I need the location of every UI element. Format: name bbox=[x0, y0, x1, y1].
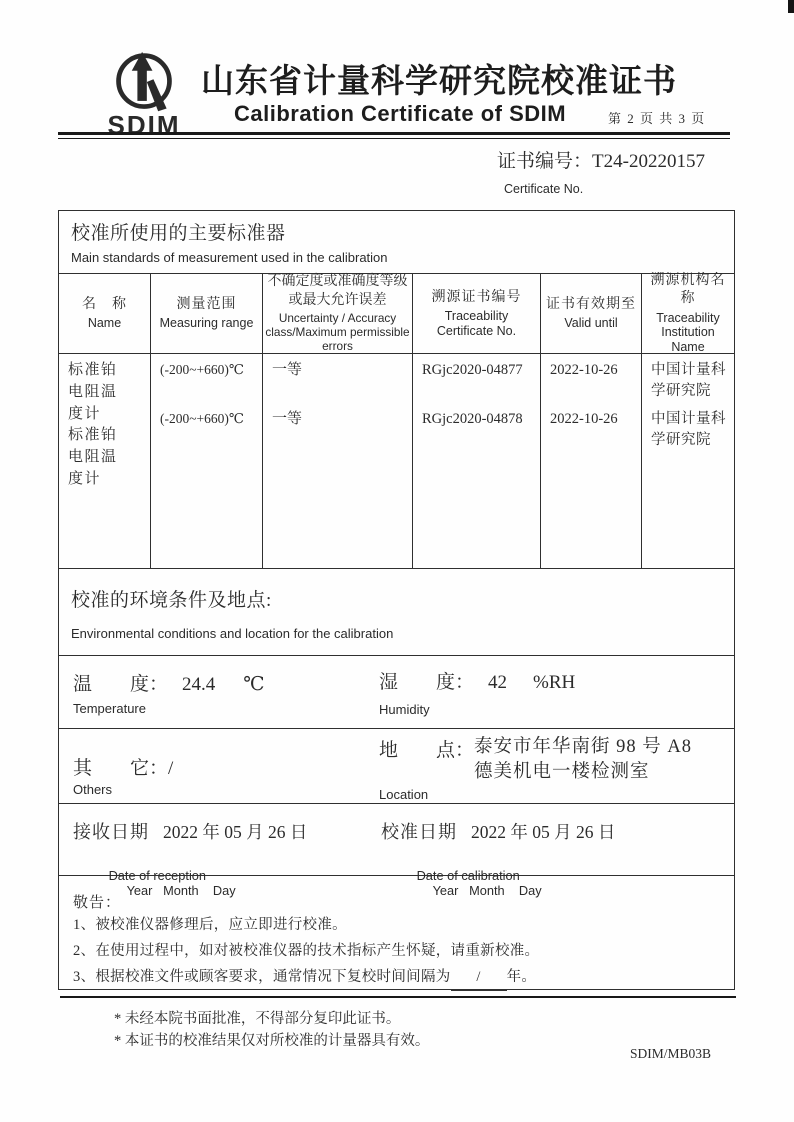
standards-heading-en: Main standards of measurement used in the calibration bbox=[71, 250, 388, 265]
column-header-institution bbox=[642, 274, 734, 354]
standards-table bbox=[59, 273, 734, 569]
notice-item-3-blank: / bbox=[451, 964, 507, 991]
humidity-label-cn: 湿 度： bbox=[379, 672, 475, 693]
row-2-accuracy: 一等 bbox=[272, 411, 303, 427]
others-field bbox=[73, 753, 173, 780]
notice-section bbox=[59, 876, 734, 991]
environment-heading-cn: 校准的环境条件及地点: bbox=[71, 590, 272, 611]
column-header-cert-no-en: Traceability Certificate No. bbox=[436, 308, 517, 338]
column-header-name bbox=[59, 274, 151, 354]
column-header-name-cn: 名 称 bbox=[82, 297, 127, 313]
others-label-en: Others bbox=[73, 782, 113, 797]
temperature-humidity-row bbox=[59, 656, 734, 729]
page-number: 第 2 页 共 3 页 bbox=[608, 111, 706, 126]
table-column-valid-until bbox=[541, 354, 642, 568]
column-header-institution-cn: 溯源机构名称 bbox=[650, 273, 726, 307]
notice-item-2: 2、在使用过程中，如对被校准仪器的技术指标产生怀疑，请重新校准。 bbox=[73, 943, 540, 959]
table-column-name bbox=[59, 354, 151, 568]
column-header-valid-until-cn: 证书有效期至 bbox=[546, 297, 636, 313]
footer-divider bbox=[60, 996, 736, 998]
reception-date-sub: Year Month Day bbox=[126, 883, 236, 898]
column-header-cert-no bbox=[413, 274, 541, 354]
footnote-1: * 未经本院书面批准，不得部分复印此证书。 bbox=[114, 1011, 401, 1027]
row-2-cert-no: RGjc2020-04878 bbox=[422, 411, 523, 427]
certificate-number-value: T24-20220157 bbox=[592, 151, 705, 172]
row-1-accuracy: 一等 bbox=[272, 362, 303, 378]
table-column-institution bbox=[642, 354, 734, 568]
calibration-date-sub: Year Month Day bbox=[432, 883, 542, 898]
form-code: SDIM/MB03B bbox=[630, 1046, 712, 1061]
standards-heading bbox=[71, 218, 388, 265]
certificate-number bbox=[497, 146, 705, 173]
humidity-value: 42 bbox=[488, 672, 508, 693]
certificate-body bbox=[58, 210, 735, 990]
standards-heading-cn: 校准所使用的主要标准器 bbox=[71, 223, 286, 244]
notice-item-1: 1、被校准仪器修理后，应立即进行校准。 bbox=[73, 917, 347, 933]
column-header-uncertainty bbox=[263, 274, 413, 354]
calibration-date-label-cn: 校准日期 bbox=[381, 822, 457, 842]
calibration-date-label-en: Date of calibration bbox=[416, 868, 520, 883]
table-column-accuracy bbox=[263, 354, 413, 568]
others-location-row bbox=[59, 729, 734, 804]
reception-date-label-cn: 接收日期 bbox=[73, 822, 149, 842]
column-header-name-en: Name bbox=[87, 316, 122, 331]
table-column-range bbox=[151, 354, 263, 568]
column-header-uncertainty-en: Uncertainty / Accuracy class/Maximum permissible errors bbox=[265, 310, 410, 353]
certificate-number-label-en: Certificate No. bbox=[504, 182, 584, 196]
column-header-uncertainty-cn: 不确定度或准确度等级或最大允许误差 bbox=[267, 274, 408, 308]
dates-row bbox=[59, 804, 734, 898]
humidity-label-en: Humidity bbox=[379, 702, 430, 717]
column-header-cert-no-cn: 溯源证书编号 bbox=[431, 289, 522, 305]
column-header-range bbox=[151, 274, 263, 354]
row-2-institution: 中国计量科学研究院 bbox=[651, 411, 726, 449]
scan-artifact bbox=[788, 0, 794, 13]
notice-item-3-text: 3、根据校准文件或顾客要求，通常情况下复校时间间隔为 bbox=[73, 969, 451, 985]
notice-title: 敬告： bbox=[73, 895, 122, 911]
column-header-valid-until bbox=[541, 274, 642, 354]
footnote-2: * 本证书的校准结果仅对所校准的计量器具有效。 bbox=[114, 1033, 430, 1049]
row-1-institution: 中国计量科学研究院 bbox=[651, 362, 726, 400]
humidity-field bbox=[379, 667, 575, 694]
row-1-name: 标准铂电阻温度计 bbox=[68, 362, 118, 422]
header-divider bbox=[58, 132, 730, 139]
sdim-logo bbox=[96, 50, 192, 141]
row-2-name: 标准铂电阻温度计 bbox=[68, 427, 118, 487]
row-2-valid-until: 2022-10-26 bbox=[550, 411, 618, 427]
row-1-cert-no: RGjc2020-04877 bbox=[422, 362, 523, 378]
table-column-cert-no bbox=[413, 354, 541, 568]
location-label-en: Location bbox=[379, 787, 429, 802]
column-header-range-en: Measuring range bbox=[159, 316, 254, 331]
logo-text: SDIM bbox=[107, 110, 181, 140]
others-value: / bbox=[168, 758, 174, 779]
temperature-unit: ℃ bbox=[243, 674, 265, 695]
sdim-logo-icon bbox=[111, 50, 177, 116]
temperature-label-cn: 温 度： bbox=[73, 674, 169, 695]
temperature-label-en: Temperature bbox=[73, 701, 146, 716]
page-title-en: Calibration Certificate of SDIM bbox=[234, 101, 567, 126]
temperature-value: 24.4 bbox=[182, 674, 216, 695]
environment-heading-row bbox=[59, 569, 734, 656]
row-1-valid-until: 2022-10-26 bbox=[550, 362, 618, 378]
reception-date-value: 2022 年 05 月 26 日 bbox=[163, 822, 308, 842]
column-header-institution-en: Traceability Institution Name bbox=[656, 310, 720, 355]
row-1-range: (-200~+660)℃ bbox=[160, 362, 245, 377]
environment-heading-en: Environmental conditions and location for the calibration bbox=[71, 626, 394, 641]
temperature-field bbox=[73, 669, 265, 696]
row-2-range: (-200~+660)℃ bbox=[160, 411, 245, 426]
column-header-range-cn: 测量范围 bbox=[176, 297, 237, 313]
notice-item-3-suffix: 年。 bbox=[506, 969, 537, 985]
page-title-cn: 山东省计量科学研究院校准证书 bbox=[201, 64, 677, 100]
location-label-cn: 地 点： bbox=[379, 740, 475, 761]
humidity-unit: %RH bbox=[533, 672, 576, 693]
location-value: 泰安市年华南街 98 号 A8 德美机电一楼检测室 bbox=[474, 737, 693, 782]
notice-item-3 bbox=[73, 964, 718, 991]
reception-date-label-en: Date of reception bbox=[108, 868, 207, 883]
location-field bbox=[379, 735, 716, 785]
column-header-valid-until-en: Valid until bbox=[564, 316, 618, 331]
others-label-cn: 其 它： bbox=[73, 758, 169, 779]
calibration-date-value: 2022 年 05 月 26 日 bbox=[471, 822, 616, 842]
certificate-number-label: 证书编号： bbox=[497, 151, 593, 172]
